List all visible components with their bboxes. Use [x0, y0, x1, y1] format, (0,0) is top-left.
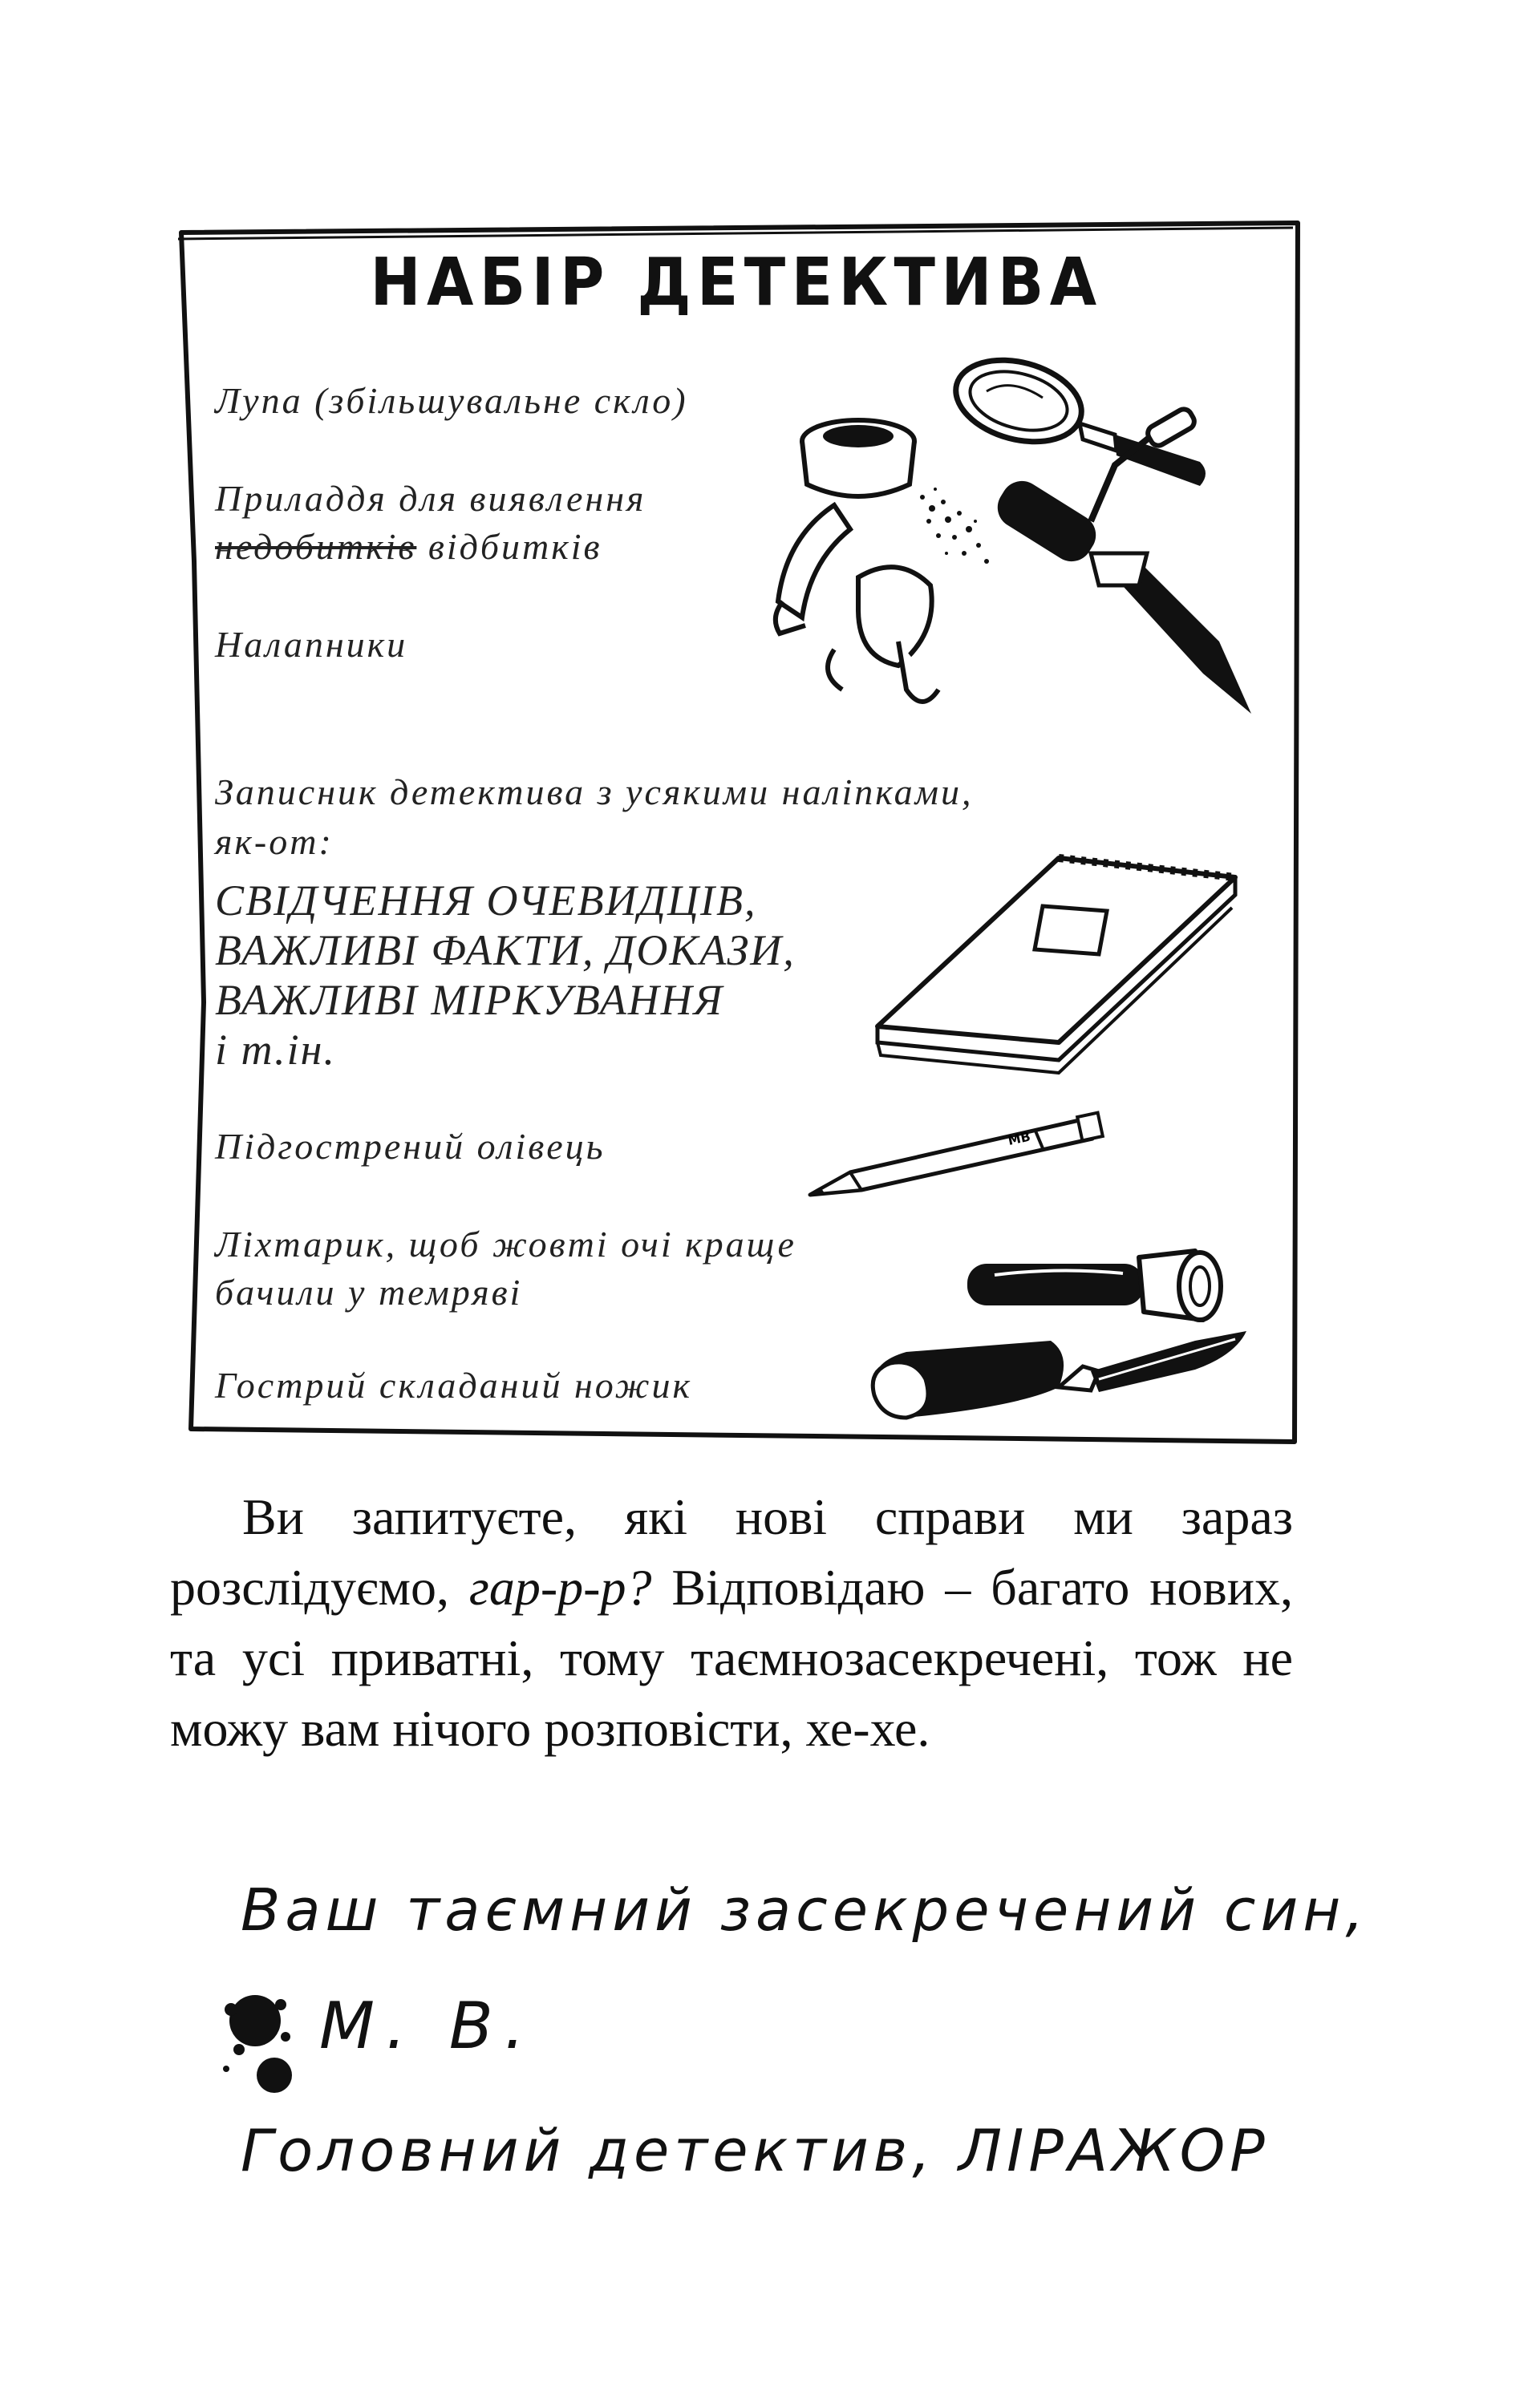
signature-initials: М. В. [319, 1989, 537, 2063]
paragraph-growl: гар-р-р? [468, 1559, 652, 1616]
body-paragraph [170, 1482, 1293, 1764]
sticker-3: ВАЖЛИВІ МІРКУВАННЯ [215, 976, 724, 1024]
item-flashlight-line2: бачили у темряві [215, 1272, 523, 1313]
item-flashlight-line1: Ліхтарик, щоб жовті очі краще [215, 1224, 796, 1265]
ink-blot-icon [215, 1981, 319, 2101]
struck-word: недобитків [215, 526, 417, 567]
item-earmuffs: Налапники [215, 624, 408, 665]
pencil-icon [794, 1107, 1115, 1203]
flashlight-icon [962, 1243, 1235, 1331]
signature-title: Головний детектив, ЛІРАЖОР [241, 2117, 1270, 2184]
sticker-2: ВАЖЛИВІ ФАКТИ, ДОКАЗИ, [215, 926, 796, 974]
item-notebook-line2: як-от: [215, 821, 334, 862]
sticker-1: СВІДЧЕННЯ ОЧЕВИДЦІВ, [215, 876, 757, 925]
pocket-knife-icon [858, 1323, 1259, 1435]
item-notebook-line1: Записник детектива з усякими наліпками, [215, 771, 974, 812]
item-magnifier: Лупа (збільшувальне скло) [215, 380, 688, 421]
signature-line1: Ваш таємний засекречений син, [241, 1876, 1369, 1944]
pencil-label: MB [1006, 1128, 1032, 1148]
kit-title: НАБІР ДЕТЕКТИВА [370, 245, 1103, 321]
paragraph-text-start: Ви запитуєте, які нові справи ми зараз розслідуємо, [170, 1488, 1293, 1616]
item-prints-word: відбитків [416, 526, 602, 567]
fingerprint-kit-icon [738, 401, 1283, 722]
item-prints-line1: Приладдя для виявлення [215, 478, 646, 519]
paragraph-text-end: Відповідаю – багато нових, та усі приватні, тому таємнозасекречені, тож не можу вам нічого розповісти, хе-хе. [170, 1559, 1294, 1757]
item-pencil: Підгострений олівець [215, 1126, 606, 1167]
item-knife: Гострий складаний ножик [215, 1365, 692, 1406]
item-prints-line2 [215, 523, 602, 571]
notebook-icon [866, 842, 1251, 1083]
sticker-4: і т.ін. [215, 1026, 336, 1074]
